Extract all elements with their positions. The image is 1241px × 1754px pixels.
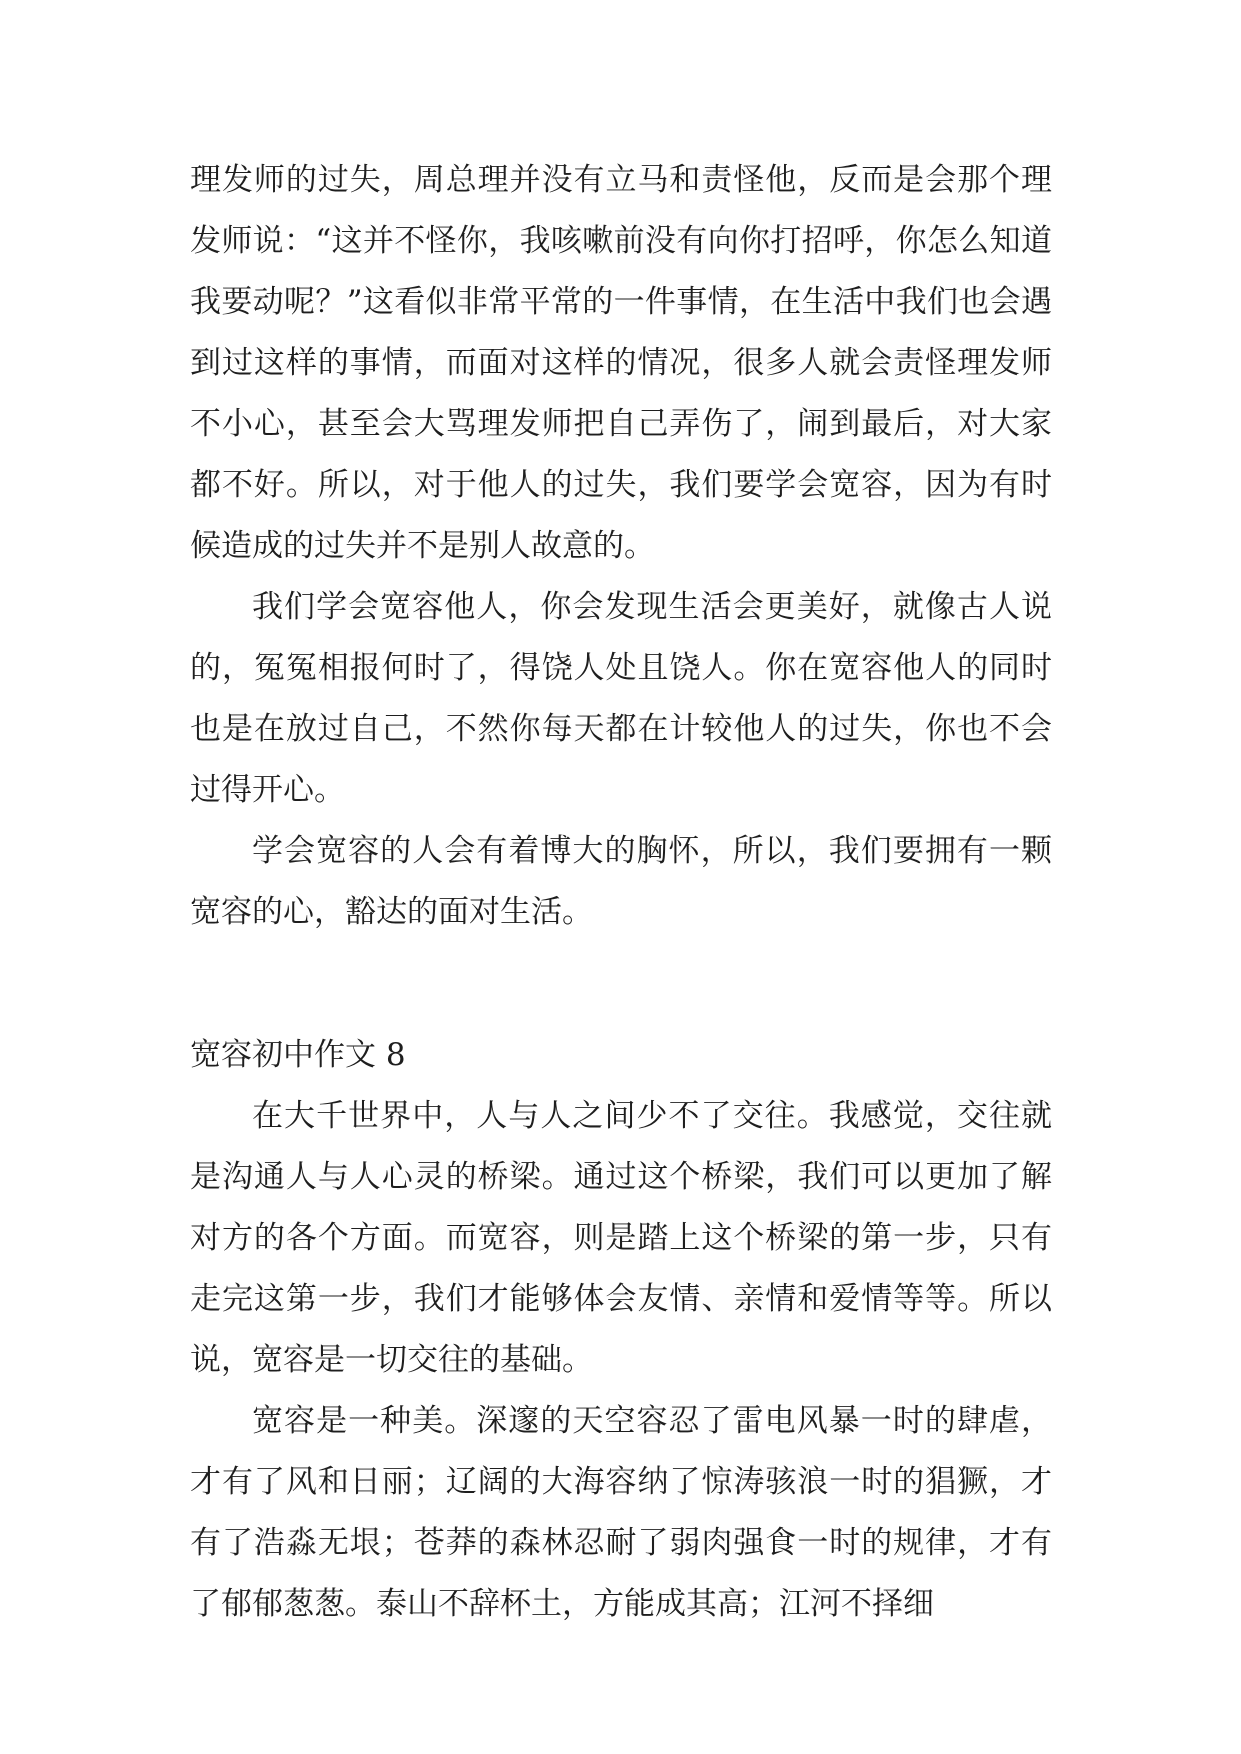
paragraph: 宽容是一种美。深邃的天空容忍了雷电风暴一时的肆虐，才有了风和日丽；辽阔的大海容纳了惊涛骇浪一时的猖獗，才有了浩淼无垠；苍莽的森林忍耐了弱肉强食一时的规律，才有了郁郁葱葱。泰山不辞杯土，方能成其高；江河不择细: [190, 1403, 1052, 1622]
paragraph: 我们学会宽容他人，你会发现生活会更美好，就像古人说的，冤冤相报何时了，得饶人处且饶人。你在宽容他人的同时也是在放过自己，不然你每天都在计较他人的过失，你也不会过得开心。: [190, 589, 1052, 808]
paragraph: 学会宽容的人会有着博大的胸怀，所以，我们要拥有一颗宽容的心，豁达的面对生活。: [190, 833, 1052, 930]
paragraph: 在大千世界中，人与人之间少不了交往。我感觉，交往就是沟通人与人心灵的桥梁。通过这个桥梁，我们可以更加了解对方的各个方面。而宽容，则是踏上这个桥梁的第一步，只有走完这第一步，我们才能够体会友情、亲情和爱情等等。所以说，宽容是一切交往的基础。: [190, 1098, 1052, 1378]
paragraph-continuation: 理发师的过失，周总理并没有立马和责怪他，反而是会那个理发师说：“这并不怪你，我咳嗽前没有向你打招呼，你怎么知道我要动呢？”这看似非常平常的一件事情，在生活中我们也会遇到过这样的事情，而面对这样的情况，很多人就会责怪理发师不小心，甚至会大骂理发师把自己弄伤了，闹到最后，对大家都不好。所以，对于他人的过失，我们要学会宽容，因为有时候造成的过失并不是别人故意的。: [190, 162, 1052, 564]
document-body: [190, 150, 1052, 1635]
section-title: 宽容初中作文 8: [190, 1037, 406, 1073]
